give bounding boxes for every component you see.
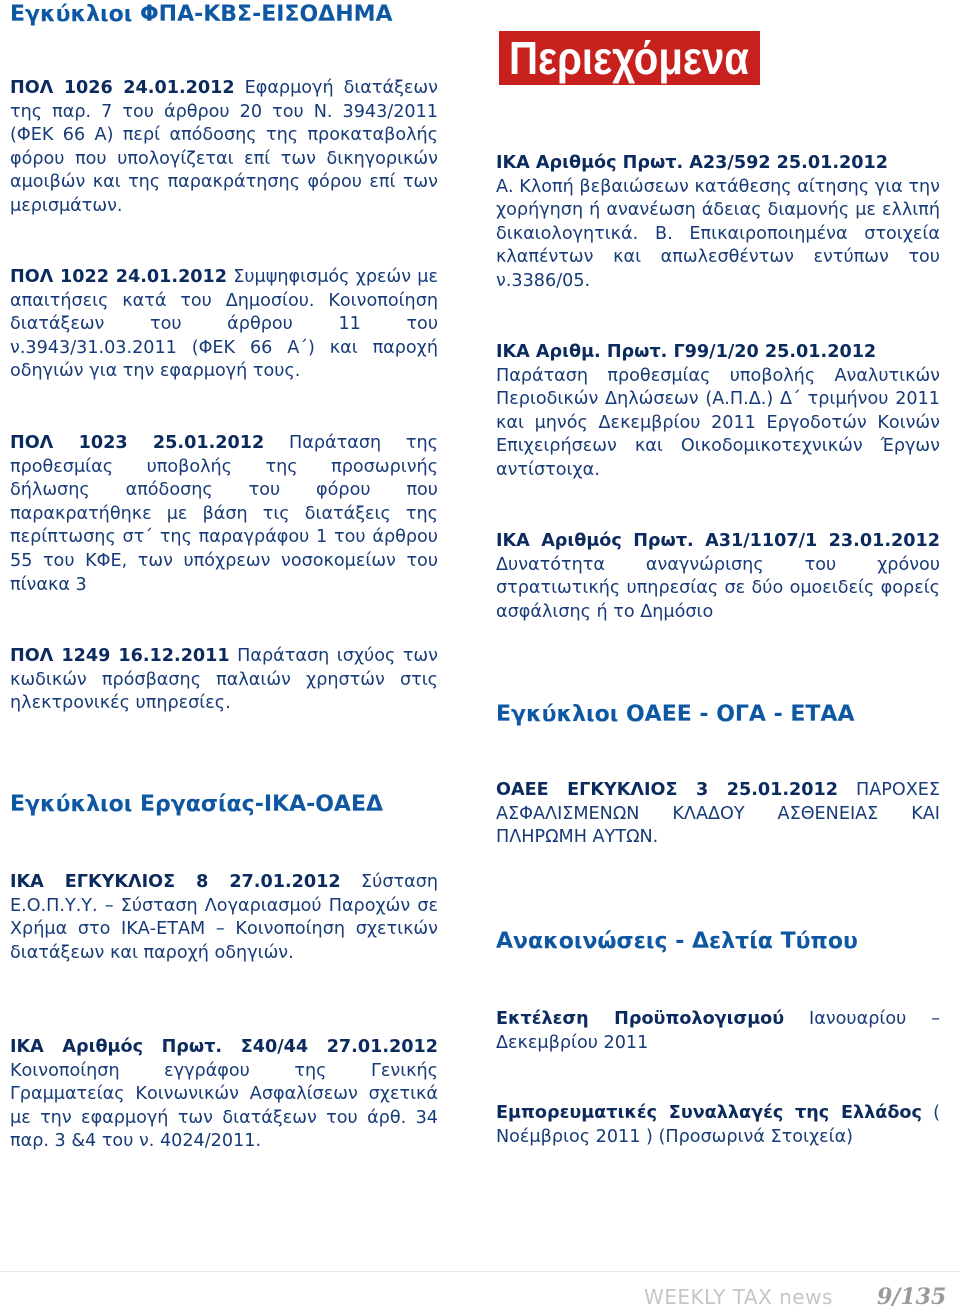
- trade-text: ( Νοέμβριος 2011 ) (Προσωρινά Στοιχεία): [496, 1103, 940, 1147]
- oaee-3-ref: ΟΑΕΕ ΕΓΚΥΚΛΙΟΣ 3 25.01.2012: [496, 780, 839, 800]
- footer-divider: [0, 1271, 960, 1272]
- ika-8-text: Σύσταση Ε.Ο.Π.Υ.Υ. – Σύσταση Λογαριασμού Παροχών σε Χρήμα στο ΙΚΑ-ΕΤΑΜ – Κοινοποίηση σχετικών διατάξεων και παροχή οδηγιών.: [10, 872, 438, 963]
- trade-item[interactable]: [496, 1102, 940, 1149]
- oaee-3-item[interactable]: [496, 779, 940, 850]
- ika-g99-item[interactable]: [496, 341, 940, 483]
- ika-a23-item[interactable]: [496, 152, 940, 294]
- ika-a31-text: Δυνατότητα αναγνώρισης του χρόνου στρατιωτικής υπηρεσίας σε δύο ομοειδείς φορείς ασφάλισης ή το Δημόσιο: [496, 554, 940, 622]
- pol-1026-item[interactable]: [10, 77, 438, 219]
- pol-1249-item[interactable]: [10, 645, 438, 716]
- pol-1022-item[interactable]: [10, 266, 438, 384]
- ika-8-item[interactable]: [10, 871, 438, 965]
- ika-s40-ref: ΙΚΑ Αριθμός Πρωτ. Σ40/44 27.01.2012: [10, 1037, 438, 1057]
- ika-s40-item[interactable]: [10, 1036, 438, 1154]
- ika-g99-ref: ΙΚΑ Αριθμ. Πρωτ. Γ99/1/20 25.01.2012: [496, 342, 877, 362]
- ika-g99-text: Παράταση προθεσμίας υποβολής Αναλυτικών Περιοδικών Δηλώσεων (Α.Π.Δ.) Δ΄ τριμήνου 2011 και μηνός Δεκεμβρίου 2011 Εργοδοτών Κοινών Επιχειρήσεων και Οικοδομικοτεχνικών Έργων αντίστοιχα.: [496, 365, 940, 480]
- section-title-announcements: Ανακοινώσεις - Δελτία Τύπου: [496, 929, 858, 954]
- contents-banner: [499, 27, 959, 89]
- budget-item[interactable]: [496, 1008, 940, 1055]
- ika-a23-ref: ΙΚΑ Αριθμός Πρωτ. Α23/592 25.01.2012: [496, 153, 888, 173]
- footer-page-number: 9/135: [877, 1284, 947, 1310]
- ika-a31-item[interactable]: [496, 530, 940, 624]
- oaee-3-text: ΠΑΡΟΧΕΣ ΑΣΦΑΛΙΣΜΕΝΩΝ ΚΛΑΔΟΥ ΑΣΘΕΝΕΙΑΣ ΚΑΙ ΠΛΗΡΩΜΗ ΑΥΤΩΝ.: [496, 780, 940, 848]
- footer-publication-title: WEEKLY TAX news: [644, 1285, 833, 1309]
- trade-ref: Εμπορευματικές Συναλλαγές της Ελλάδος: [496, 1103, 922, 1123]
- pol-1023-item[interactable]: [10, 432, 438, 597]
- budget-ref: Εκτέλεση Προϋπολογισμού: [496, 1009, 785, 1029]
- pol-1022-text: Συμψηφισμός χρεών με απαιτήσεις κατά του Δημοσίου. Κοινοποίηση διατάξεων του άρθρου 11 του ν.3943/31.03.2011 (ΦΕΚ 66 Α΄) και παροχή οδηγιών για την εφαρμογή τους.: [10, 267, 438, 382]
- budget-text: Ιανουαρίου – Δεκεμβρίου 2011: [496, 1009, 940, 1053]
- pol-1022-ref: ΠΟΛ 1022 24.01.2012: [10, 267, 228, 287]
- pol-1026-ref: ΠΟΛ 1026 24.01.2012: [10, 78, 235, 98]
- page-header-title: Εγκύκλιοι ΦΠΑ-ΚΒΣ-ΕΙΣΟΔΗΜΑ: [10, 2, 393, 27]
- pol-1023-ref: ΠΟΛ 1023 25.01.2012: [10, 433, 265, 453]
- pol-1249-ref: ΠΟΛ 1249 16.12.2011: [10, 646, 230, 666]
- pol-1249-text: Παράταση ισχύος των κωδικών πρόσβασης παλαιών χρηστών στις ηλεκτρονικές υπηρεσίες.: [10, 646, 438, 714]
- ika-s40-text: Κοινοποίηση εγγράφου της Γενικής Γραμματείας Κοινωνικών Ασφαλίσεων σχετικά με την εφαρμογή των διατάξεων του άρθ. 34 παρ. 3 &4 του ν. 4024/2011.: [10, 1060, 438, 1152]
- ika-8-ref: ΙΚΑ ΕΓΚΥΚΛΙΟΣ 8 27.01.2012: [10, 872, 341, 892]
- section-title-labor: Εγκύκλιοι Εργασίας-ΙΚΑ-ΟΑΕΔ: [10, 792, 384, 817]
- banner-text: Περιεχόμενα: [509, 32, 749, 84]
- pol-1023-text: Παράταση της προθεσμίας υποβολής της προσωρινής δήλωσης απόδοσης του φόρου που παρακρατήθηκε με βάση τις διατάξεις της περίπτωσης στ΄ της παραγράφου 1 του άρθρου 55 του ΚΦΕ, των υπόχρεων νοσοκομείων του πίνακα 3: [10, 433, 438, 595]
- ika-a31-ref: ΙΚΑ Αριθμός Πρωτ. Α31/1107/1 23.01.2012: [496, 531, 940, 551]
- ika-a23-text: Α. Κλοπή βεβαιώσεων κατάθεσης αίτησης για την χορήγηση ή ανανέωση άδειας διαμονής με ελλιπή δικαιολογητικά. Β. Επικαιροποιημένα στοιχεία κλαπέντων και απωλεσθέντων εντύπων του ν.3386/05.: [496, 176, 940, 291]
- pol-1026-text: Εφαρμογή διατάξεων της παρ. 7 του άρθρου 20 του Ν. 3943/2011 (ΦΕΚ 66 Α) περί απόδοσης της προκαταβολής φόρου που υπολογίζεται επί των δικηγορικών αμοιβών και της παρακράτησης φόρου επί των μερισμάτων.: [10, 78, 438, 216]
- section-title-oaee: Εγκύκλιοι ΟΑΕΕ - ΟΓΑ - ΕΤΑΑ: [496, 702, 855, 727]
